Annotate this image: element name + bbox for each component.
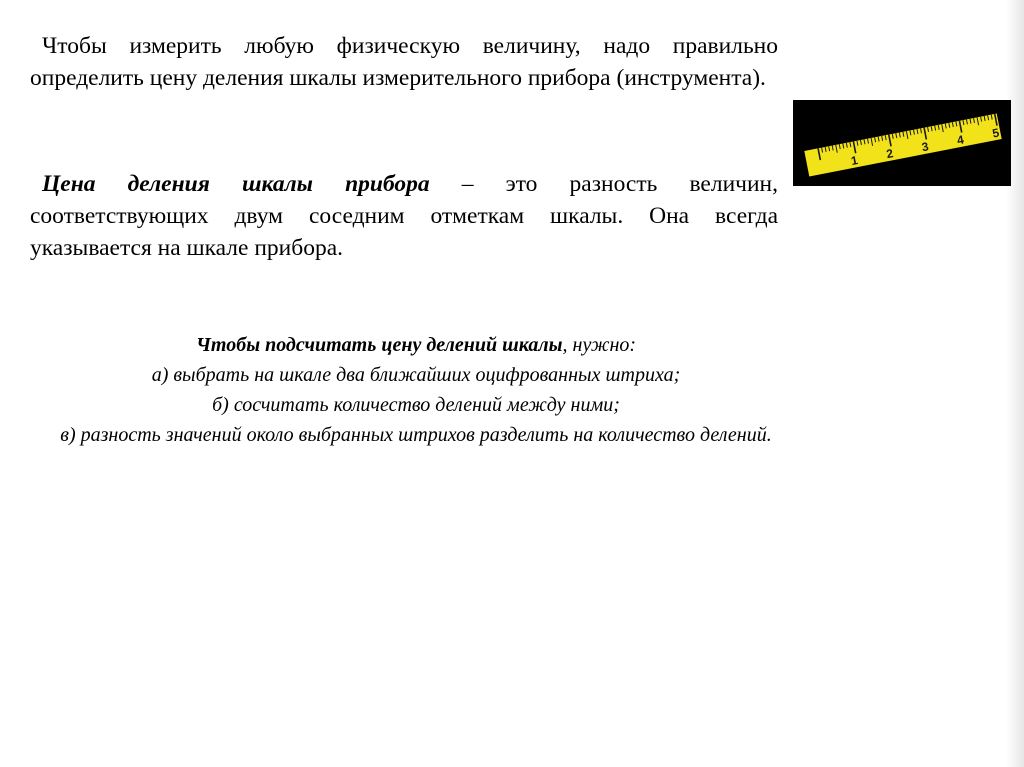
- intro-text: Чтобы измерить любую физическую величину, надо правильно определить цену деления шкалы измерительного прибора (инструмента).: [30, 33, 778, 91]
- definition-text: – это разность величин, соответствующих двум соседним отметкам шкалы. Она всегда указывается на шкале прибора.: [30, 171, 778, 261]
- definition-paragraph: [30, 168, 778, 264]
- ruler-number: 3: [920, 139, 930, 155]
- ruler-illustration: [793, 100, 1011, 186]
- slide-edge-shadow: [1006, 0, 1024, 767]
- ruler-number: 2: [885, 146, 895, 162]
- intro-paragraph: [30, 30, 778, 94]
- steps-intro-rest: , нужно:: [562, 334, 637, 356]
- definition-term: Цена деления шкалы прибора: [42, 171, 430, 197]
- ruler-number: 1: [849, 153, 860, 169]
- steps-intro-bold: Чтобы подсчитать цену делений шкалы: [195, 334, 563, 356]
- steps-intro: [30, 330, 802, 360]
- step-a: а) выбрать на шкале два ближайших оцифрованных штриха;: [151, 364, 681, 386]
- step-c: в) разность значений около выбранных штрихов разделить на количество делений.: [60, 424, 772, 446]
- ruler-number: 4: [955, 132, 966, 148]
- ruler-body: [804, 114, 1001, 177]
- ruler-image: [793, 100, 1011, 186]
- step-b: б) сосчитать количество делений между ними;: [212, 394, 620, 416]
- steps-block: [30, 330, 802, 450]
- ruler-number: 5: [991, 125, 1001, 141]
